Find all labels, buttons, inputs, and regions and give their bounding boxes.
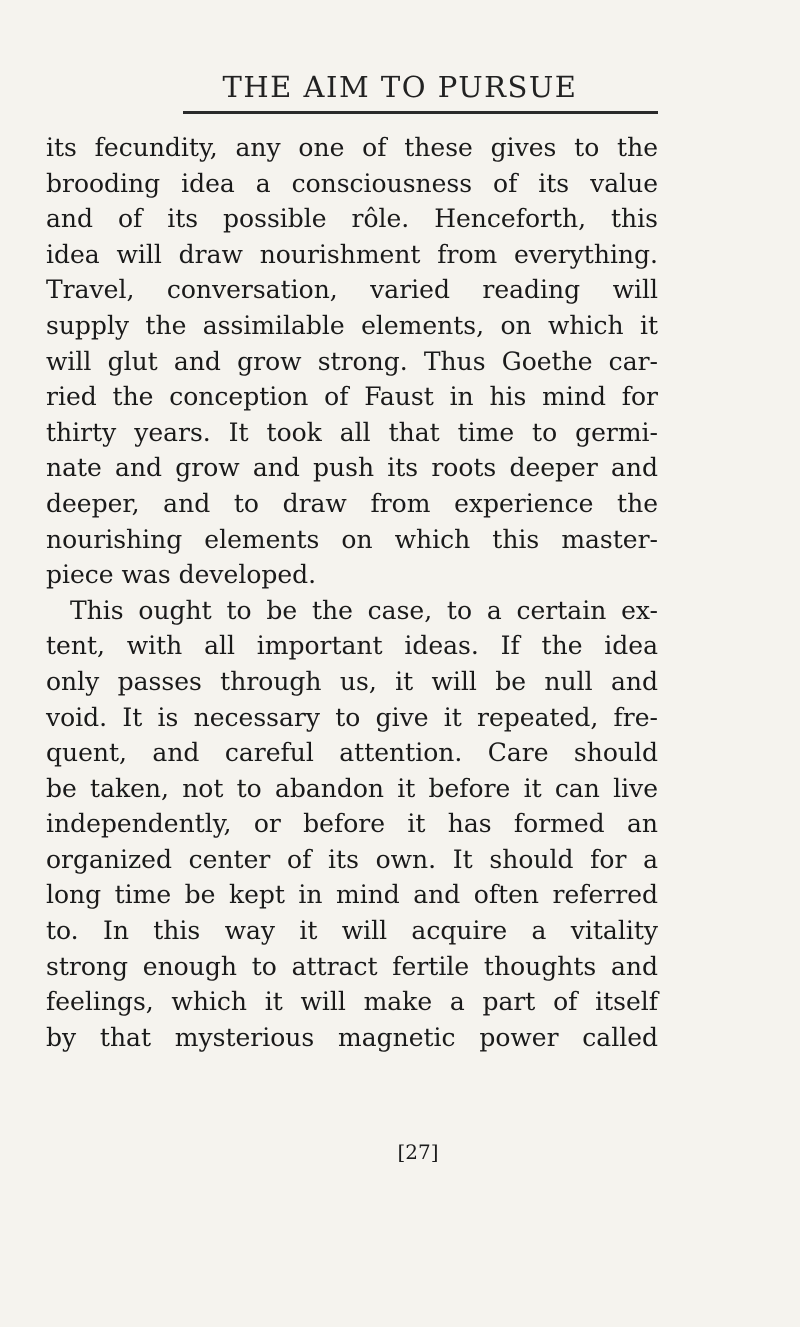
text-line: void. It is necessary to give it repeated, fre- (46, 702, 658, 732)
text-line: brooding idea a consciousness of its value (46, 168, 658, 198)
text-line: to. In this way it will acquire a vitality (46, 916, 658, 946)
text-line: quent, and careful attention. Care should (46, 738, 658, 768)
text-line: This ought to be the case, to a certain ex- (70, 595, 658, 625)
text-line: ried the conception of Faust in his mind for (46, 382, 658, 412)
text-line: long time be kept in mind and often referred (46, 880, 658, 910)
text-line: its fecundity, any one of these gives to the (46, 133, 658, 162)
page-number: [27] (397, 1140, 439, 1164)
running-head: THE AIM TO PURSUE (222, 70, 578, 104)
text-line: deeper, and to draw from experience the (46, 488, 658, 518)
text-line: independently, or before it has formed an (46, 809, 658, 839)
text-line: will glut and grow strong. Thus Goethe car- (46, 346, 658, 376)
body-text (46, 130, 658, 1055)
text-line: by that mysterious magnetic power called (46, 1022, 658, 1052)
text-line: tent, with all important ideas. If the idea (46, 631, 658, 661)
header-rule (183, 111, 658, 114)
text-line: nate and grow and push its roots deeper and (46, 453, 658, 483)
text-line: strong enough to attract fertile thoughts and (46, 951, 658, 981)
text-line: organized center of its own. It should for a (46, 844, 658, 874)
text-line: only passes through us, it will be null and (46, 666, 658, 696)
text-line: supply the assimilable elements, on which it (46, 310, 658, 340)
text-line: nourishing elements on which this master- (46, 524, 658, 554)
text-line: and of its possible rôle. Henceforth, this (46, 204, 658, 234)
text-line: idea will draw nourishment from everything. (46, 239, 658, 269)
text-line: feelings, which it will make a part of itself (46, 987, 658, 1017)
text-line: thirty years. It took all that time to germi- (46, 417, 658, 447)
text-line: be taken, not to abandon it before it can live (46, 773, 658, 803)
text-line: piece was developed. (46, 560, 317, 590)
text-line: Travel, conversation, varied reading will (46, 275, 658, 305)
